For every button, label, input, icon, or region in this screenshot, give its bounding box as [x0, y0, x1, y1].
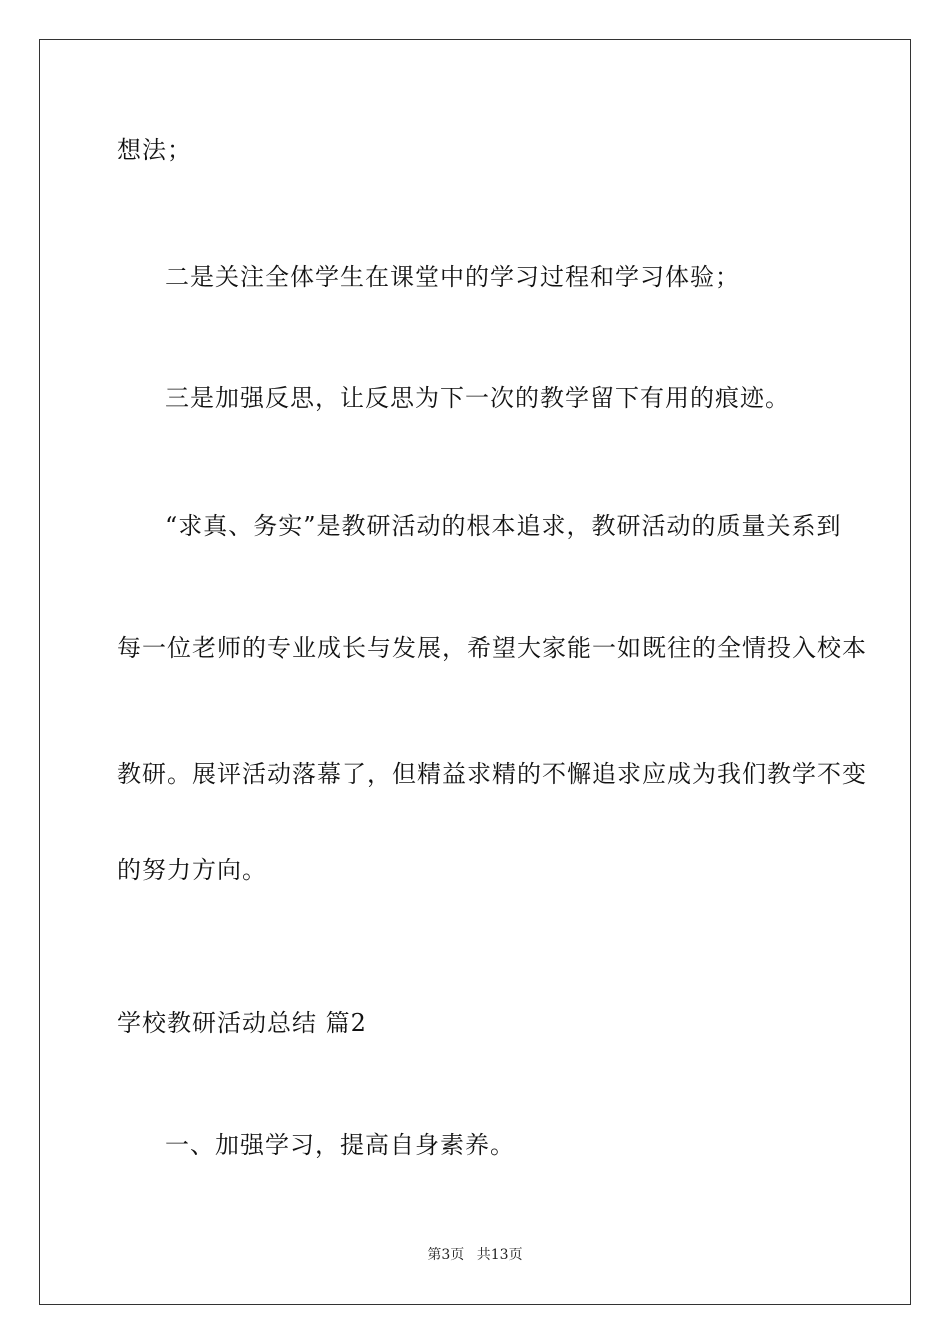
paragraph-line: 二是关注全体学生在课堂中的学习过程和学习体验；	[165, 263, 740, 291]
paragraph-line: 的努力方向。	[117, 856, 267, 884]
paragraph-line: “求真、务实”是教研活动的根本追求，教研活动的质量关系到	[165, 512, 842, 540]
paragraph-line: 每一位老师的专业成长与发展，希望大家能一如既往的全情投入校本	[117, 634, 867, 662]
subheading: 一、加强学习，提高自身素养。	[165, 1131, 515, 1159]
paragraph-line: 想法；	[117, 136, 192, 164]
paragraph-line: 教研。展评活动落幕了，但精益求精的不懈追求应成为我们教学不变	[117, 760, 867, 788]
section-heading: 学校教研活动总结 篇2	[117, 1009, 367, 1037]
paragraph-line: 三是加强反思，让反思为下一次的教学留下有用的痕迹。	[165, 384, 790, 412]
page-number: 第3页	[427, 1247, 465, 1263]
page-frame	[39, 39, 911, 1305]
page-total: 共13页	[476, 1247, 523, 1263]
page-footer	[0, 1246, 950, 1264]
